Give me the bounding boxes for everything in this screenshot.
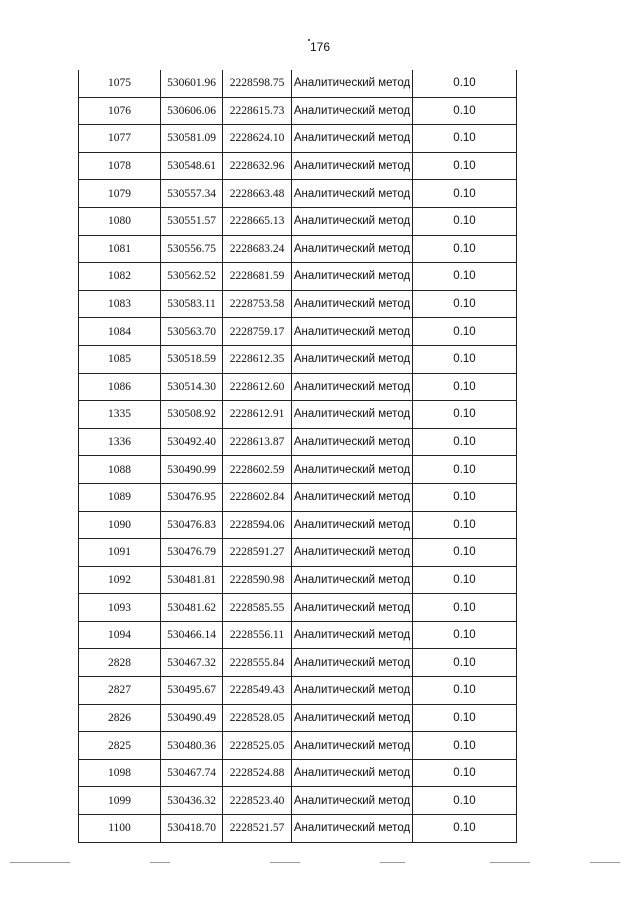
- y-coordinate-cell: 2228681.59: [223, 263, 292, 291]
- point-number-cell: 1336: [79, 428, 161, 456]
- coordinates-table-body: [79, 70, 517, 842]
- accuracy-cell: 0.10: [413, 594, 517, 622]
- point-number-cell: 1085: [79, 345, 161, 373]
- point-number-cell: 1084: [79, 318, 161, 346]
- accuracy-cell: 0.10: [413, 649, 517, 677]
- accuracy-cell: 0.10: [413, 787, 517, 815]
- point-number-cell: 1094: [79, 621, 161, 649]
- x-coordinate-cell: 530476.79: [161, 539, 223, 567]
- y-coordinate-cell: 2228612.91: [223, 401, 292, 429]
- method-cell: Аналитический метод: [292, 511, 413, 539]
- point-number-cell: 1081: [79, 235, 161, 263]
- table-row: [79, 207, 517, 235]
- method-cell: Аналитический метод: [292, 180, 413, 208]
- table-row: [79, 290, 517, 318]
- point-number-cell: 1089: [79, 483, 161, 511]
- x-coordinate-cell: 530581.09: [161, 125, 223, 153]
- table-row: [79, 511, 517, 539]
- point-number-cell: 1092: [79, 566, 161, 594]
- table-row: [79, 649, 517, 677]
- point-number-cell: 2828: [79, 649, 161, 677]
- table-row: [79, 373, 517, 401]
- table-row: [79, 594, 517, 622]
- method-cell: Аналитический метод: [292, 152, 413, 180]
- y-coordinate-cell: 2228598.75: [223, 70, 292, 97]
- method-cell: Аналитический метод: [292, 787, 413, 815]
- method-cell: Аналитический метод: [292, 815, 413, 843]
- y-coordinate-cell: 2228556.11: [223, 621, 292, 649]
- y-coordinate-cell: 2228612.60: [223, 373, 292, 401]
- method-cell: Аналитический метод: [292, 566, 413, 594]
- y-coordinate-cell: 2228602.59: [223, 456, 292, 484]
- point-number-cell: 1083: [79, 290, 161, 318]
- x-coordinate-cell: 530601.96: [161, 70, 223, 97]
- point-number-cell: 1080: [79, 207, 161, 235]
- table-row: [79, 621, 517, 649]
- y-coordinate-cell: 2228525.05: [223, 732, 292, 760]
- x-coordinate-cell: 530481.81: [161, 566, 223, 594]
- y-coordinate-cell: 2228665.13: [223, 207, 292, 235]
- accuracy-cell: 0.10: [413, 345, 517, 373]
- table-row: [79, 759, 517, 787]
- accuracy-cell: 0.10: [413, 207, 517, 235]
- y-coordinate-cell: 2228612.35: [223, 345, 292, 373]
- table-row: [79, 125, 517, 153]
- table-row: [79, 732, 517, 760]
- accuracy-cell: 0.10: [413, 759, 517, 787]
- table-row: [79, 428, 517, 456]
- point-number-cell: 1098: [79, 759, 161, 787]
- accuracy-cell: 0.10: [413, 815, 517, 843]
- point-number-cell: 1077: [79, 125, 161, 153]
- accuracy-cell: 0.10: [413, 373, 517, 401]
- x-coordinate-cell: 530467.32: [161, 649, 223, 677]
- point-number-cell: 1082: [79, 263, 161, 291]
- y-coordinate-cell: 2228528.05: [223, 704, 292, 732]
- x-coordinate-cell: 530476.95: [161, 483, 223, 511]
- point-number-cell: 2825: [79, 732, 161, 760]
- method-cell: Аналитический метод: [292, 456, 413, 484]
- x-coordinate-cell: 530518.59: [161, 345, 223, 373]
- point-number-cell: 1076: [79, 97, 161, 125]
- y-coordinate-cell: 2228753.58: [223, 290, 292, 318]
- point-number-cell: 2827: [79, 677, 161, 705]
- x-coordinate-cell: 530583.11: [161, 290, 223, 318]
- method-cell: Аналитический метод: [292, 677, 413, 705]
- method-cell: Аналитический метод: [292, 539, 413, 567]
- x-coordinate-cell: 530476.83: [161, 511, 223, 539]
- point-number-cell: 1093: [79, 594, 161, 622]
- x-coordinate-cell: 530556.75: [161, 235, 223, 263]
- x-coordinate-cell: 530514.30: [161, 373, 223, 401]
- point-number-cell: 1086: [79, 373, 161, 401]
- x-coordinate-cell: 530490.49: [161, 704, 223, 732]
- method-cell: Аналитический метод: [292, 621, 413, 649]
- accuracy-cell: 0.10: [413, 152, 517, 180]
- point-number-cell: 1335: [79, 401, 161, 429]
- method-cell: Аналитический метод: [292, 704, 413, 732]
- accuracy-cell: 0.10: [413, 263, 517, 291]
- table-row: [79, 677, 517, 705]
- accuracy-cell: 0.10: [413, 621, 517, 649]
- table-row: [79, 263, 517, 291]
- x-coordinate-cell: 530481.62: [161, 594, 223, 622]
- table-row: [79, 456, 517, 484]
- table-row: [79, 235, 517, 263]
- point-number-cell: 1075: [79, 70, 161, 97]
- method-cell: Аналитический метод: [292, 290, 413, 318]
- y-coordinate-cell: 2228585.55: [223, 594, 292, 622]
- table-row: [79, 483, 517, 511]
- accuracy-cell: 0.10: [413, 704, 517, 732]
- y-coordinate-cell: 2228613.87: [223, 428, 292, 456]
- x-coordinate-cell: 530467.74: [161, 759, 223, 787]
- table-row: [79, 566, 517, 594]
- accuracy-cell: 0.10: [413, 125, 517, 153]
- accuracy-cell: 0.10: [413, 428, 517, 456]
- scan-noise-line: [0, 862, 640, 864]
- method-cell: Аналитический метод: [292, 649, 413, 677]
- y-coordinate-cell: 2228555.84: [223, 649, 292, 677]
- method-cell: Аналитический метод: [292, 401, 413, 429]
- method-cell: Аналитический метод: [292, 428, 413, 456]
- y-coordinate-cell: 2228759.17: [223, 318, 292, 346]
- table-row: [79, 704, 517, 732]
- method-cell: Аналитический метод: [292, 70, 413, 97]
- accuracy-cell: 0.10: [413, 511, 517, 539]
- method-cell: Аналитический метод: [292, 373, 413, 401]
- method-cell: Аналитический метод: [292, 207, 413, 235]
- method-cell: Аналитический метод: [292, 263, 413, 291]
- y-coordinate-cell: 2228521.57: [223, 815, 292, 843]
- x-coordinate-cell: 530508.92: [161, 401, 223, 429]
- y-coordinate-cell: 2228590.98: [223, 566, 292, 594]
- point-number-cell: 1088: [79, 456, 161, 484]
- table-row: [79, 152, 517, 180]
- accuracy-cell: 0.10: [413, 235, 517, 263]
- x-coordinate-cell: 530606.06: [161, 97, 223, 125]
- x-coordinate-cell: 530480.36: [161, 732, 223, 760]
- accuracy-cell: 0.10: [413, 180, 517, 208]
- x-coordinate-cell: 530418.70: [161, 815, 223, 843]
- x-coordinate-cell: 530492.40: [161, 428, 223, 456]
- method-cell: Аналитический метод: [292, 483, 413, 511]
- accuracy-cell: 0.10: [413, 456, 517, 484]
- table-row: [79, 345, 517, 373]
- x-coordinate-cell: 530557.34: [161, 180, 223, 208]
- method-cell: Аналитический метод: [292, 759, 413, 787]
- y-coordinate-cell: 2228663.48: [223, 180, 292, 208]
- table-row: [79, 70, 517, 97]
- method-cell: Аналитический метод: [292, 235, 413, 263]
- table-row: [79, 97, 517, 125]
- y-coordinate-cell: 2228591.27: [223, 539, 292, 567]
- accuracy-cell: 0.10: [413, 97, 517, 125]
- method-cell: Аналитический метод: [292, 594, 413, 622]
- table-row: [79, 539, 517, 567]
- accuracy-cell: 0.10: [413, 401, 517, 429]
- accuracy-cell: 0.10: [413, 677, 517, 705]
- method-cell: Аналитический метод: [292, 318, 413, 346]
- point-number-cell: 1090: [79, 511, 161, 539]
- point-number-cell: 1079: [79, 180, 161, 208]
- table-row: [79, 815, 517, 843]
- y-coordinate-cell: 2228632.96: [223, 152, 292, 180]
- accuracy-cell: 0.10: [413, 318, 517, 346]
- method-cell: Аналитический метод: [292, 125, 413, 153]
- table-row: [79, 787, 517, 815]
- x-coordinate-cell: 530495.67: [161, 677, 223, 705]
- y-coordinate-cell: 2228615.73: [223, 97, 292, 125]
- x-coordinate-cell: 530562.52: [161, 263, 223, 291]
- y-coordinate-cell: 2228624.10: [223, 125, 292, 153]
- y-coordinate-cell: 2228683.24: [223, 235, 292, 263]
- x-coordinate-cell: 530466.14: [161, 621, 223, 649]
- method-cell: Аналитический метод: [292, 732, 413, 760]
- x-coordinate-cell: 530551.57: [161, 207, 223, 235]
- point-number-cell: 1078: [79, 152, 161, 180]
- x-coordinate-cell: 530563.70: [161, 318, 223, 346]
- accuracy-cell: 0.10: [413, 566, 517, 594]
- method-cell: Аналитический метод: [292, 345, 413, 373]
- accuracy-cell: 0.10: [413, 70, 517, 97]
- table-row: [79, 180, 517, 208]
- table-row: [79, 318, 517, 346]
- y-coordinate-cell: 2228523.40: [223, 787, 292, 815]
- accuracy-cell: 0.10: [413, 732, 517, 760]
- point-number-cell: 1091: [79, 539, 161, 567]
- accuracy-cell: 0.10: [413, 483, 517, 511]
- point-number-cell: 1100: [79, 815, 161, 843]
- point-number-cell: 1099: [79, 787, 161, 815]
- x-coordinate-cell: 530548.61: [161, 152, 223, 180]
- y-coordinate-cell: 2228524.88: [223, 759, 292, 787]
- page-number: 176: [309, 40, 331, 54]
- coordinates-table: [78, 70, 517, 843]
- method-cell: Аналитический метод: [292, 97, 413, 125]
- y-coordinate-cell: 2228549.43: [223, 677, 292, 705]
- y-coordinate-cell: 2228602.84: [223, 483, 292, 511]
- point-number-cell: 2826: [79, 704, 161, 732]
- accuracy-cell: 0.10: [413, 539, 517, 567]
- accuracy-cell: 0.10: [413, 290, 517, 318]
- x-coordinate-cell: 530436.32: [161, 787, 223, 815]
- y-coordinate-cell: 2228594.06: [223, 511, 292, 539]
- x-coordinate-cell: 530490.99: [161, 456, 223, 484]
- table-row: [79, 401, 517, 429]
